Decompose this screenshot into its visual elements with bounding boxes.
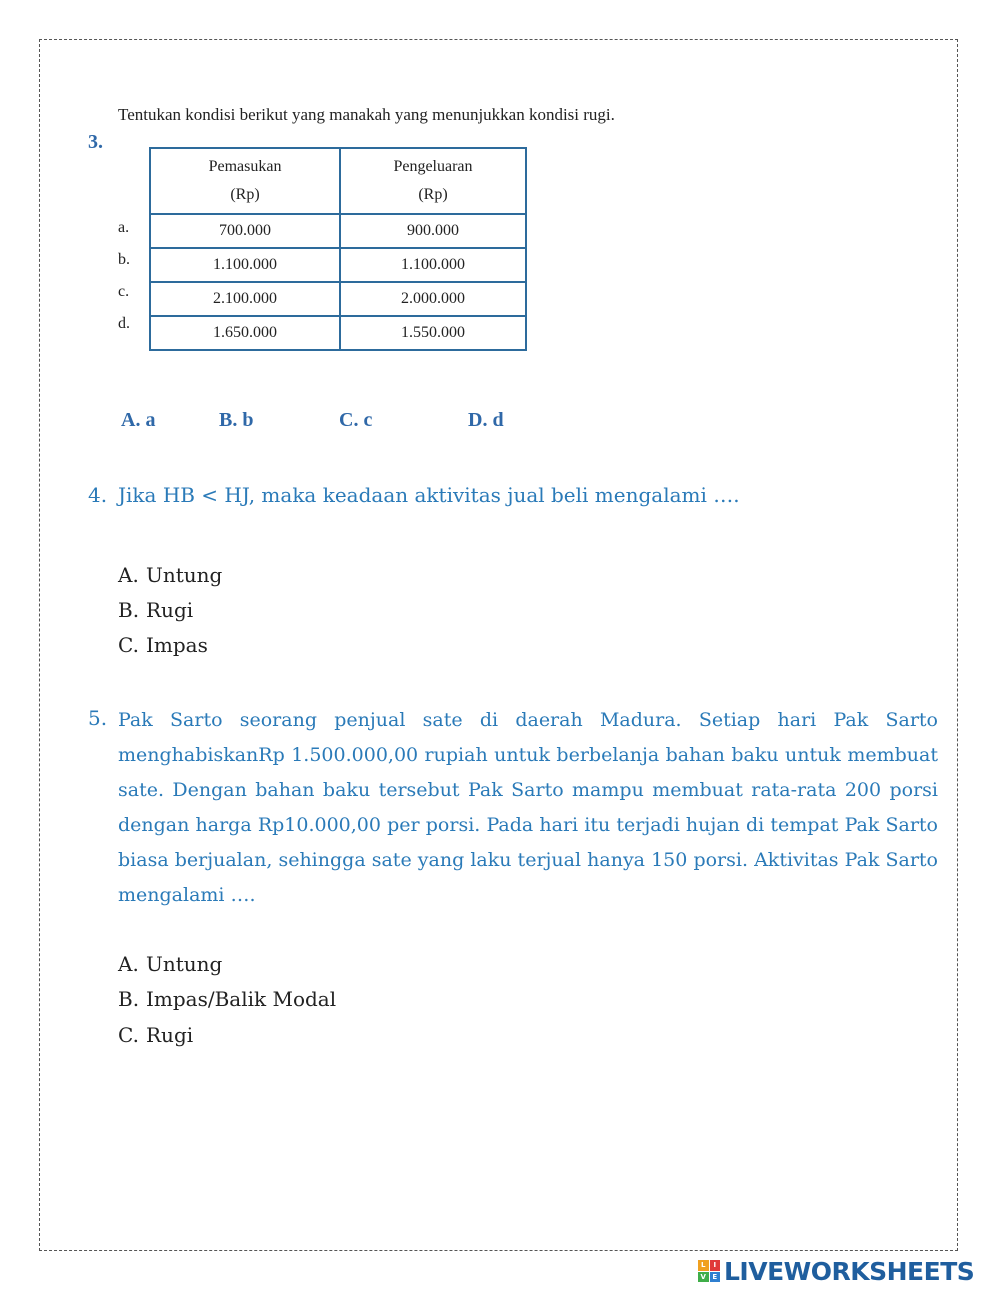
- header-pengeluaran-label: Pengeluaran: [393, 158, 473, 175]
- option-letter: C.: [118, 633, 139, 657]
- table-row: [150, 248, 526, 282]
- cell-pemasukan: 1.100.000: [150, 248, 340, 282]
- cell-pemasukan: 1.650.000: [150, 316, 340, 350]
- q4-option-a[interactable]: [118, 563, 222, 587]
- cell-pengeluaran: 1.550.000: [340, 316, 526, 350]
- q3-option-b[interactable]: B. b: [219, 409, 254, 431]
- question-5-text: Pak Sarto seorang penjual sate di daerah Madura. Setiap hari Pak Sarto menghabiskanRp 1.500.000,00 rupiah untuk berbelanja bahan baku untuk membuat sate. Dengan bahan baku tersebut Pak Sarto mampu membuat rata-rata 200 porsi dengan harga Rp10.000,00 per porsi. Pada hari itu terjadi hujan di tempat Pak Sarto biasa berjualan, sehingga sate yang laku terjual hanya 150 porsi. Aktivitas Pak Sarto mengalami ….: [118, 709, 938, 906]
- question-5-number: 5.: [88, 706, 108, 730]
- option-text: Rugi: [146, 598, 194, 622]
- header-pengeluaran-unit: (Rp): [418, 186, 448, 203]
- q4-option-b[interactable]: [118, 598, 193, 622]
- logo-icon-tile: L: [698, 1260, 709, 1271]
- logo-icon: [698, 1260, 720, 1282]
- q5-option-c[interactable]: [118, 1023, 193, 1047]
- logo-icon-tile: V: [698, 1272, 709, 1283]
- q3-option-d[interactable]: D. d: [468, 409, 504, 431]
- q4-option-c[interactable]: [118, 633, 208, 657]
- row-label-d: d.: [118, 315, 130, 332]
- header-pemasukan: [150, 148, 340, 214]
- logo-icon-tile: E: [710, 1272, 721, 1283]
- cell-pengeluaran: 900.000: [340, 214, 526, 248]
- option-text: Untung: [146, 563, 223, 587]
- header-pemasukan-label: Pemasukan: [208, 158, 282, 175]
- liveworksheets-logo[interactable]: [698, 1257, 974, 1285]
- option-text: Rugi: [146, 1023, 194, 1047]
- option-text: Untung: [146, 952, 223, 976]
- question-4-number: 4.: [88, 483, 108, 507]
- question-3-table: [149, 147, 527, 351]
- logo-text: LIVEWORKSHEETS: [724, 1256, 975, 1286]
- question-4-text: Jika HB < HJ, maka keadaan aktivitas jual beli mengalami ….: [118, 483, 740, 507]
- option-letter: A.: [118, 563, 139, 587]
- cell-pemasukan: 700.000: [150, 214, 340, 248]
- option-text: Impas: [146, 633, 208, 657]
- table-row: [150, 214, 526, 248]
- table-header-row: [150, 148, 526, 214]
- row-label-c: c.: [118, 283, 130, 300]
- header-pengeluaran: [340, 148, 526, 214]
- option-letter: B.: [118, 987, 140, 1011]
- option-text: Impas/Balik Modal: [146, 987, 337, 1011]
- table-row: [150, 316, 526, 350]
- row-label-b: b.: [118, 251, 130, 268]
- option-letter: C.: [118, 1023, 139, 1047]
- cell-pengeluaran: 1.100.000: [340, 248, 526, 282]
- table-row: [150, 282, 526, 316]
- cell-pemasukan: 2.100.000: [150, 282, 340, 316]
- cell-pengeluaran: 2.000.000: [340, 282, 526, 316]
- option-letter: A.: [118, 952, 139, 976]
- row-label-a: a.: [118, 219, 130, 236]
- logo-icon-tile: I: [710, 1260, 721, 1271]
- question-3-number: 3.: [88, 131, 103, 153]
- q5-option-b[interactable]: [118, 987, 336, 1011]
- q5-option-a[interactable]: [118, 952, 222, 976]
- q3-option-a[interactable]: A. a: [121, 409, 156, 431]
- q3-option-c[interactable]: C. c: [339, 409, 373, 431]
- question-3-prompt: Tentukan kondisi berikut yang manakah yang menunjukkan kondisi rugi.: [118, 105, 615, 124]
- header-pemasukan-unit: (Rp): [230, 186, 260, 203]
- option-letter: B.: [118, 598, 140, 622]
